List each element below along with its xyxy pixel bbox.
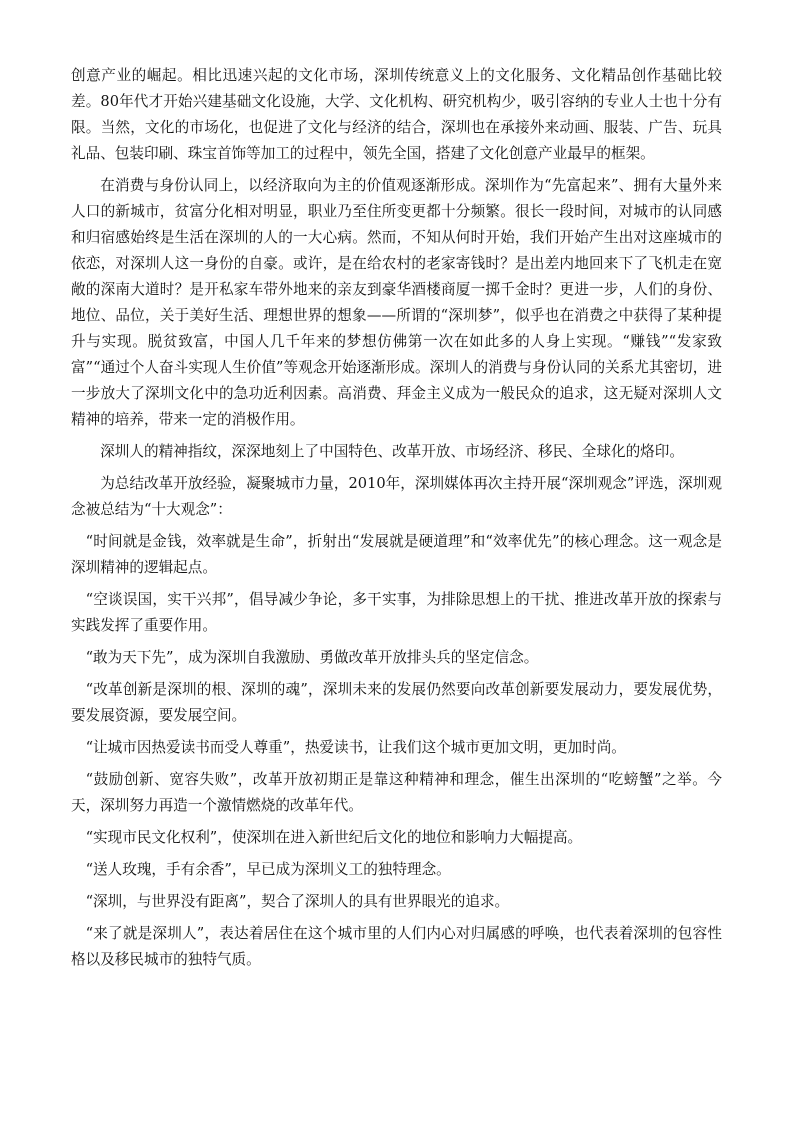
- paragraph-consumption-identity: 在消费与身份认同上，以经济取向为主的价值观逐渐形成。深圳作为“先富起来”、拥有大量外来人口的新城市，贫富分化相对明显，职业乃至住所变更都十分频繁。很长一段时间，对城市的认同感和归宿感始终是生活在深圳的人的一大心病。然而，不知从何时开始，我们开始产生出对这座城市的依恋，对深圳人这一身份的自豪。或许，是在给农村的老家寄钱时？是出差内地回来下了飞机走在宽敞的深南大道时？是开私家车带外地来的亲友到豪华酒楼商厦一掷千金时？更进一步，人们的身份、地位、品位，关于美好生活、理想世界的想象——所谓的“深圳梦”，似乎也在消费之中获得了某种提升与实现。脱贫致富，中国人几千年来的梦想仿佛第一次在如此多的人身上实现。“赚钱”“发家致富”“通过个人奋斗实现人生价值”等观念开始逐渐形成。深圳人的消费与身份认同的关系尤其密切，进一步放大了深圳文化中的急功近利因素。高消费、拜金主义成为一般民众的追求，这无疑对深圳人文精神的培养，带来一定的消极作用。: [71, 177, 722, 428]
- concept-cultural-rights: “实现市民文化权利”，使深圳在进入新世纪后文化的地位和影响力大幅提高。: [85, 829, 583, 846]
- concept-reform-innovation: “改革创新是深圳的根、深圳的魂”，深圳未来的发展仍然要向改革创新要发展动力，要发展优势，要发展资源，要发展空间。: [71, 681, 722, 724]
- paragraph-spiritual-fingerprint: 深圳人的精神指纹，深深地刻上了中国特色、改革开放、市场经济、移民、全球化的烙印。: [100, 443, 684, 460]
- concept-come-and-belong: “来了就是深圳人”，表达着居住在这个城市里的人们内心对归属感的呼唤，也代表着深圳的包容性格以及移民城市的独特气质。: [71, 925, 722, 968]
- concept-love-reading: “让城市因热爱读书而受人尊重”，热爱读书，让我们这个城市更加文明，更加时尚。: [85, 739, 626, 756]
- document-body: [71, 63, 722, 979]
- concept-no-distance: “深圳，与世界没有距离”，契合了深圳人的具有世界眼光的追求。: [85, 893, 510, 910]
- concept-time-is-money: “时间就是金钱，效率就是生命”，折射出“发展就是硬道理”和“效率优先”的核心理念。这一观念是深圳精神的逻辑起点。: [71, 533, 722, 576]
- concept-dare-to-be-first: “敢为天下先”，成为深圳自我激励、勇做改革开放排头兵的坚定信念。: [85, 649, 539, 666]
- concept-roses: “送人玫瑰，手有余香”，早已成为深圳义工的独特理念。: [85, 861, 451, 878]
- concept-empty-talk: “空谈误国，实干兴邦”，倡导减少争论，多干实事，为排除思想上的干扰、推进改革开放的探索与实践发挥了重要作用。: [71, 591, 722, 634]
- paragraph-ten-concepts-intro: 为总结改革开放经验，凝聚城市力量，2010年，深圳媒体再次主持开展“深圳观念”评选，深圳观念被总结为“十大观念”：: [71, 475, 722, 518]
- concept-encourage-innovation: “鼓励创新、宽容失败”，改革开放初期正是靠这种精神和理念，催生出深圳的“吃螃蟹”之举。今天，深圳努力再造一个激情燃烧的改革年代。: [71, 771, 722, 814]
- paragraph-cultural-industry: 创意产业的崛起。相比迅速兴起的文化市场，深圳传统意义上的文化服务、文化精品创作基础比较差。80年代才开始兴建基础文化设施，大学、文化机构、研究机构少，吸引容纳的专业人士也十分有限。当然，文化的市场化，也促进了文化与经济的结合，深圳也在承接外来动画、服装、广告、玩具礼品、包装印刷、珠宝首饰等加工的过程中，领先全国，搭建了文化创意产业最早的框架。: [71, 67, 722, 162]
